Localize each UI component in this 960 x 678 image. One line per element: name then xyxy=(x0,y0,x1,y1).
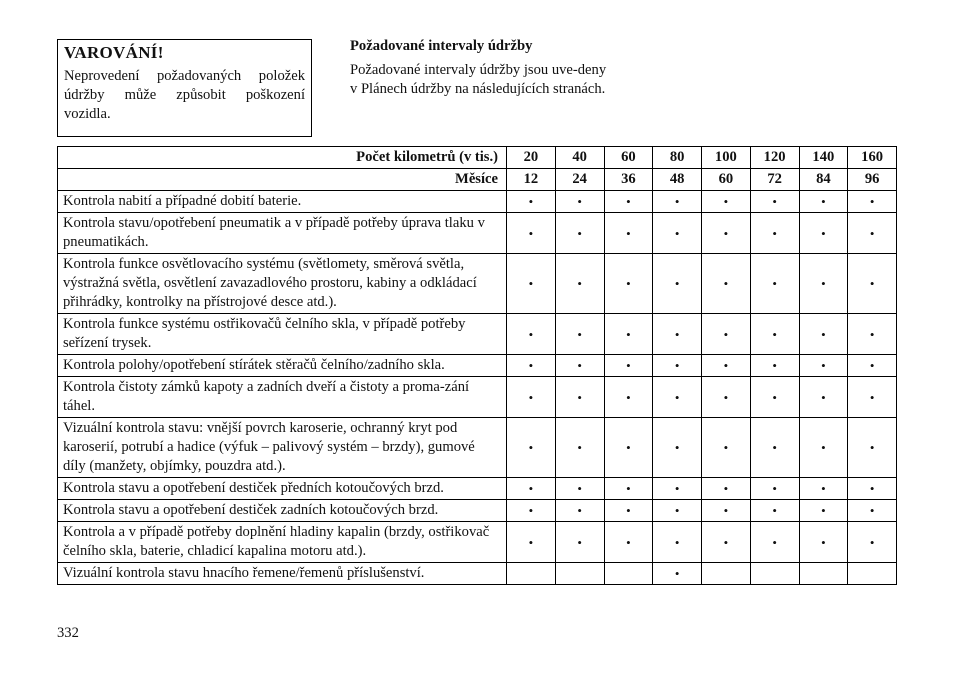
intro-text: Požadované intervaly údržby jsou uve-deny v Plánech údržby na následujících stranách. xyxy=(350,62,607,97)
task-description: Kontrola funkce osvětlovacího systému (světlomety, směrová světla, výstražná světla, osvětlení zavazadlového prostoru, kabiny a odkládací přihrádky, kontrolky na přístrojové desce atd.). xyxy=(58,254,507,314)
interval-bullet: • xyxy=(848,355,897,377)
interval-bullet: • xyxy=(507,418,556,478)
months-header-cell: 72 xyxy=(750,169,799,191)
months-header-cell: 60 xyxy=(702,169,751,191)
interval-bullet: • xyxy=(604,213,653,254)
interval-empty-cell xyxy=(555,563,604,585)
maintenance-schedule-table xyxy=(57,146,897,585)
months-header-cell: 36 xyxy=(604,169,653,191)
table-row xyxy=(58,522,897,563)
months-header-row xyxy=(58,169,897,191)
warning-title: VAROVÁNÍ! xyxy=(64,43,164,62)
interval-bullet: • xyxy=(799,254,848,314)
interval-bullet: • xyxy=(799,478,848,500)
interval-bullet: • xyxy=(507,191,556,213)
interval-bullet: • xyxy=(799,377,848,418)
months-header-label: Měsíce xyxy=(58,169,507,191)
interval-bullet: • xyxy=(604,314,653,355)
months-header-cell: 96 xyxy=(848,169,897,191)
interval-bullet: • xyxy=(848,418,897,478)
intro-section xyxy=(350,38,612,99)
interval-bullet: • xyxy=(702,191,751,213)
interval-bullet: • xyxy=(848,191,897,213)
interval-bullet: • xyxy=(848,377,897,418)
interval-bullet: • xyxy=(702,314,751,355)
km-header-label: Počet kilometrů (v tis.) xyxy=(58,147,507,169)
interval-bullet: • xyxy=(604,522,653,563)
interval-bullet: • xyxy=(507,254,556,314)
task-description: Kontrola čistoty zámků kapoty a zadních dveří a čistoty a proma-zání táhel. xyxy=(58,377,507,418)
interval-bullet: • xyxy=(653,563,702,585)
interval-bullet: • xyxy=(604,418,653,478)
interval-bullet: • xyxy=(848,478,897,500)
interval-bullet: • xyxy=(555,314,604,355)
table-row xyxy=(58,418,897,478)
table-row xyxy=(58,191,897,213)
interval-bullet: • xyxy=(555,522,604,563)
interval-bullet: • xyxy=(507,213,556,254)
table-row xyxy=(58,478,897,500)
km-header-cell: 100 xyxy=(702,147,751,169)
interval-bullet: • xyxy=(848,314,897,355)
km-header-cell: 60 xyxy=(604,147,653,169)
interval-bullet: • xyxy=(848,522,897,563)
km-header-cell: 160 xyxy=(848,147,897,169)
interval-bullet: • xyxy=(750,522,799,563)
interval-bullet: • xyxy=(653,478,702,500)
task-description: Vizuální kontrola stavu hnacího řemene/řemenů příslušenství. xyxy=(58,563,507,585)
interval-bullet: • xyxy=(750,314,799,355)
interval-bullet: • xyxy=(604,355,653,377)
interval-bullet: • xyxy=(702,478,751,500)
schedule-body xyxy=(58,191,897,585)
months-header-cell: 84 xyxy=(799,169,848,191)
interval-bullet: • xyxy=(750,355,799,377)
km-header-cell: 80 xyxy=(653,147,702,169)
interval-bullet: • xyxy=(555,191,604,213)
interval-bullet: • xyxy=(604,377,653,418)
km-header-cell: 40 xyxy=(555,147,604,169)
interval-empty-cell xyxy=(799,563,848,585)
interval-bullet: • xyxy=(799,213,848,254)
interval-bullet: • xyxy=(507,522,556,563)
page-number: 332 xyxy=(57,625,79,641)
interval-bullet: • xyxy=(507,500,556,522)
interval-bullet: • xyxy=(799,418,848,478)
interval-empty-cell xyxy=(604,563,653,585)
warning-text: Neprovedení požadovaných položek údržby může způsobit poškození vozidla. xyxy=(64,68,305,122)
km-header-cell: 140 xyxy=(799,147,848,169)
warning-box xyxy=(57,39,312,137)
interval-bullet: • xyxy=(702,500,751,522)
table-row xyxy=(58,563,897,585)
interval-bullet: • xyxy=(653,377,702,418)
interval-empty-cell xyxy=(750,563,799,585)
table-row xyxy=(58,314,897,355)
interval-bullet: • xyxy=(653,522,702,563)
task-description: Kontrola funkce systému ostřikovačů čelního skla, v případě potřeby seřízení trysek. xyxy=(58,314,507,355)
interval-bullet: • xyxy=(799,355,848,377)
task-description: Vizuální kontrola stavu: vnější povrch karoserie, ochranný kryt pod karoserií, potrubí a hadice (výfuk – palivový systém – brzdy), gumové díly (manžety, objímky, pouzdra atd.). xyxy=(58,418,507,478)
interval-bullet: • xyxy=(653,191,702,213)
interval-bullet: • xyxy=(702,418,751,478)
interval-bullet: • xyxy=(702,355,751,377)
interval-bullet: • xyxy=(750,478,799,500)
interval-bullet: • xyxy=(653,314,702,355)
task-description: Kontrola polohy/opotřebení stírátek stěračů čelního/zadního skla. xyxy=(58,355,507,377)
interval-bullet: • xyxy=(799,314,848,355)
interval-bullet: • xyxy=(555,377,604,418)
interval-bullet: • xyxy=(507,355,556,377)
table-row xyxy=(58,377,897,418)
interval-bullet: • xyxy=(702,213,751,254)
task-description: Kontrola nabití a případné dobití baterie. xyxy=(58,191,507,213)
interval-bullet: • xyxy=(555,500,604,522)
interval-bullet: • xyxy=(555,478,604,500)
interval-bullet: • xyxy=(750,418,799,478)
months-header-cell: 48 xyxy=(653,169,702,191)
interval-bullet: • xyxy=(750,254,799,314)
interval-bullet: • xyxy=(848,500,897,522)
table-row xyxy=(58,500,897,522)
months-header-cell: 12 xyxy=(507,169,556,191)
km-header-row xyxy=(58,147,897,169)
interval-bullet: • xyxy=(653,500,702,522)
interval-bullet: • xyxy=(653,355,702,377)
interval-empty-cell xyxy=(848,563,897,585)
interval-bullet: • xyxy=(750,377,799,418)
interval-bullet: • xyxy=(702,254,751,314)
task-description: Kontrola stavu a opotřebení destiček předních kotoučových brzd. xyxy=(58,478,507,500)
interval-bullet: • xyxy=(507,377,556,418)
interval-bullet: • xyxy=(702,522,751,563)
interval-bullet: • xyxy=(750,213,799,254)
table-row xyxy=(58,355,897,377)
interval-bullet: • xyxy=(750,191,799,213)
task-description: Kontrola stavu a opotřebení destiček zadních kotoučových brzd. xyxy=(58,500,507,522)
interval-bullet: • xyxy=(604,478,653,500)
interval-bullet: • xyxy=(555,213,604,254)
task-description: Kontrola stavu/opotřebení pneumatik a v případě potřeby úprava tlaku v pneumatikách. xyxy=(58,213,507,254)
interval-empty-cell xyxy=(702,563,751,585)
km-header-cell: 120 xyxy=(750,147,799,169)
interval-bullet: • xyxy=(848,254,897,314)
interval-empty-cell xyxy=(507,563,556,585)
interval-bullet: • xyxy=(507,478,556,500)
interval-bullet: • xyxy=(604,500,653,522)
interval-bullet: • xyxy=(702,377,751,418)
months-header-cell: 24 xyxy=(555,169,604,191)
interval-bullet: • xyxy=(799,500,848,522)
km-header-cell: 20 xyxy=(507,147,556,169)
interval-bullet: • xyxy=(653,213,702,254)
interval-bullet: • xyxy=(799,522,848,563)
interval-bullet: • xyxy=(555,355,604,377)
interval-bullet: • xyxy=(507,314,556,355)
interval-bullet: • xyxy=(555,418,604,478)
interval-bullet: • xyxy=(799,191,848,213)
interval-bullet: • xyxy=(604,254,653,314)
interval-bullet: • xyxy=(750,500,799,522)
table-row xyxy=(58,213,897,254)
interval-bullet: • xyxy=(555,254,604,314)
interval-bullet: • xyxy=(653,254,702,314)
interval-bullet: • xyxy=(604,191,653,213)
intro-heading: Požadované intervaly údržby xyxy=(350,38,533,54)
interval-bullet: • xyxy=(653,418,702,478)
task-description: Kontrola a v případě potřeby doplnění hladiny kapalin (brzdy, ostřikovač čelního skla, baterie, chladicí kapalina motoru atd.). xyxy=(58,522,507,563)
interval-bullet: • xyxy=(848,213,897,254)
table-row xyxy=(58,254,897,314)
